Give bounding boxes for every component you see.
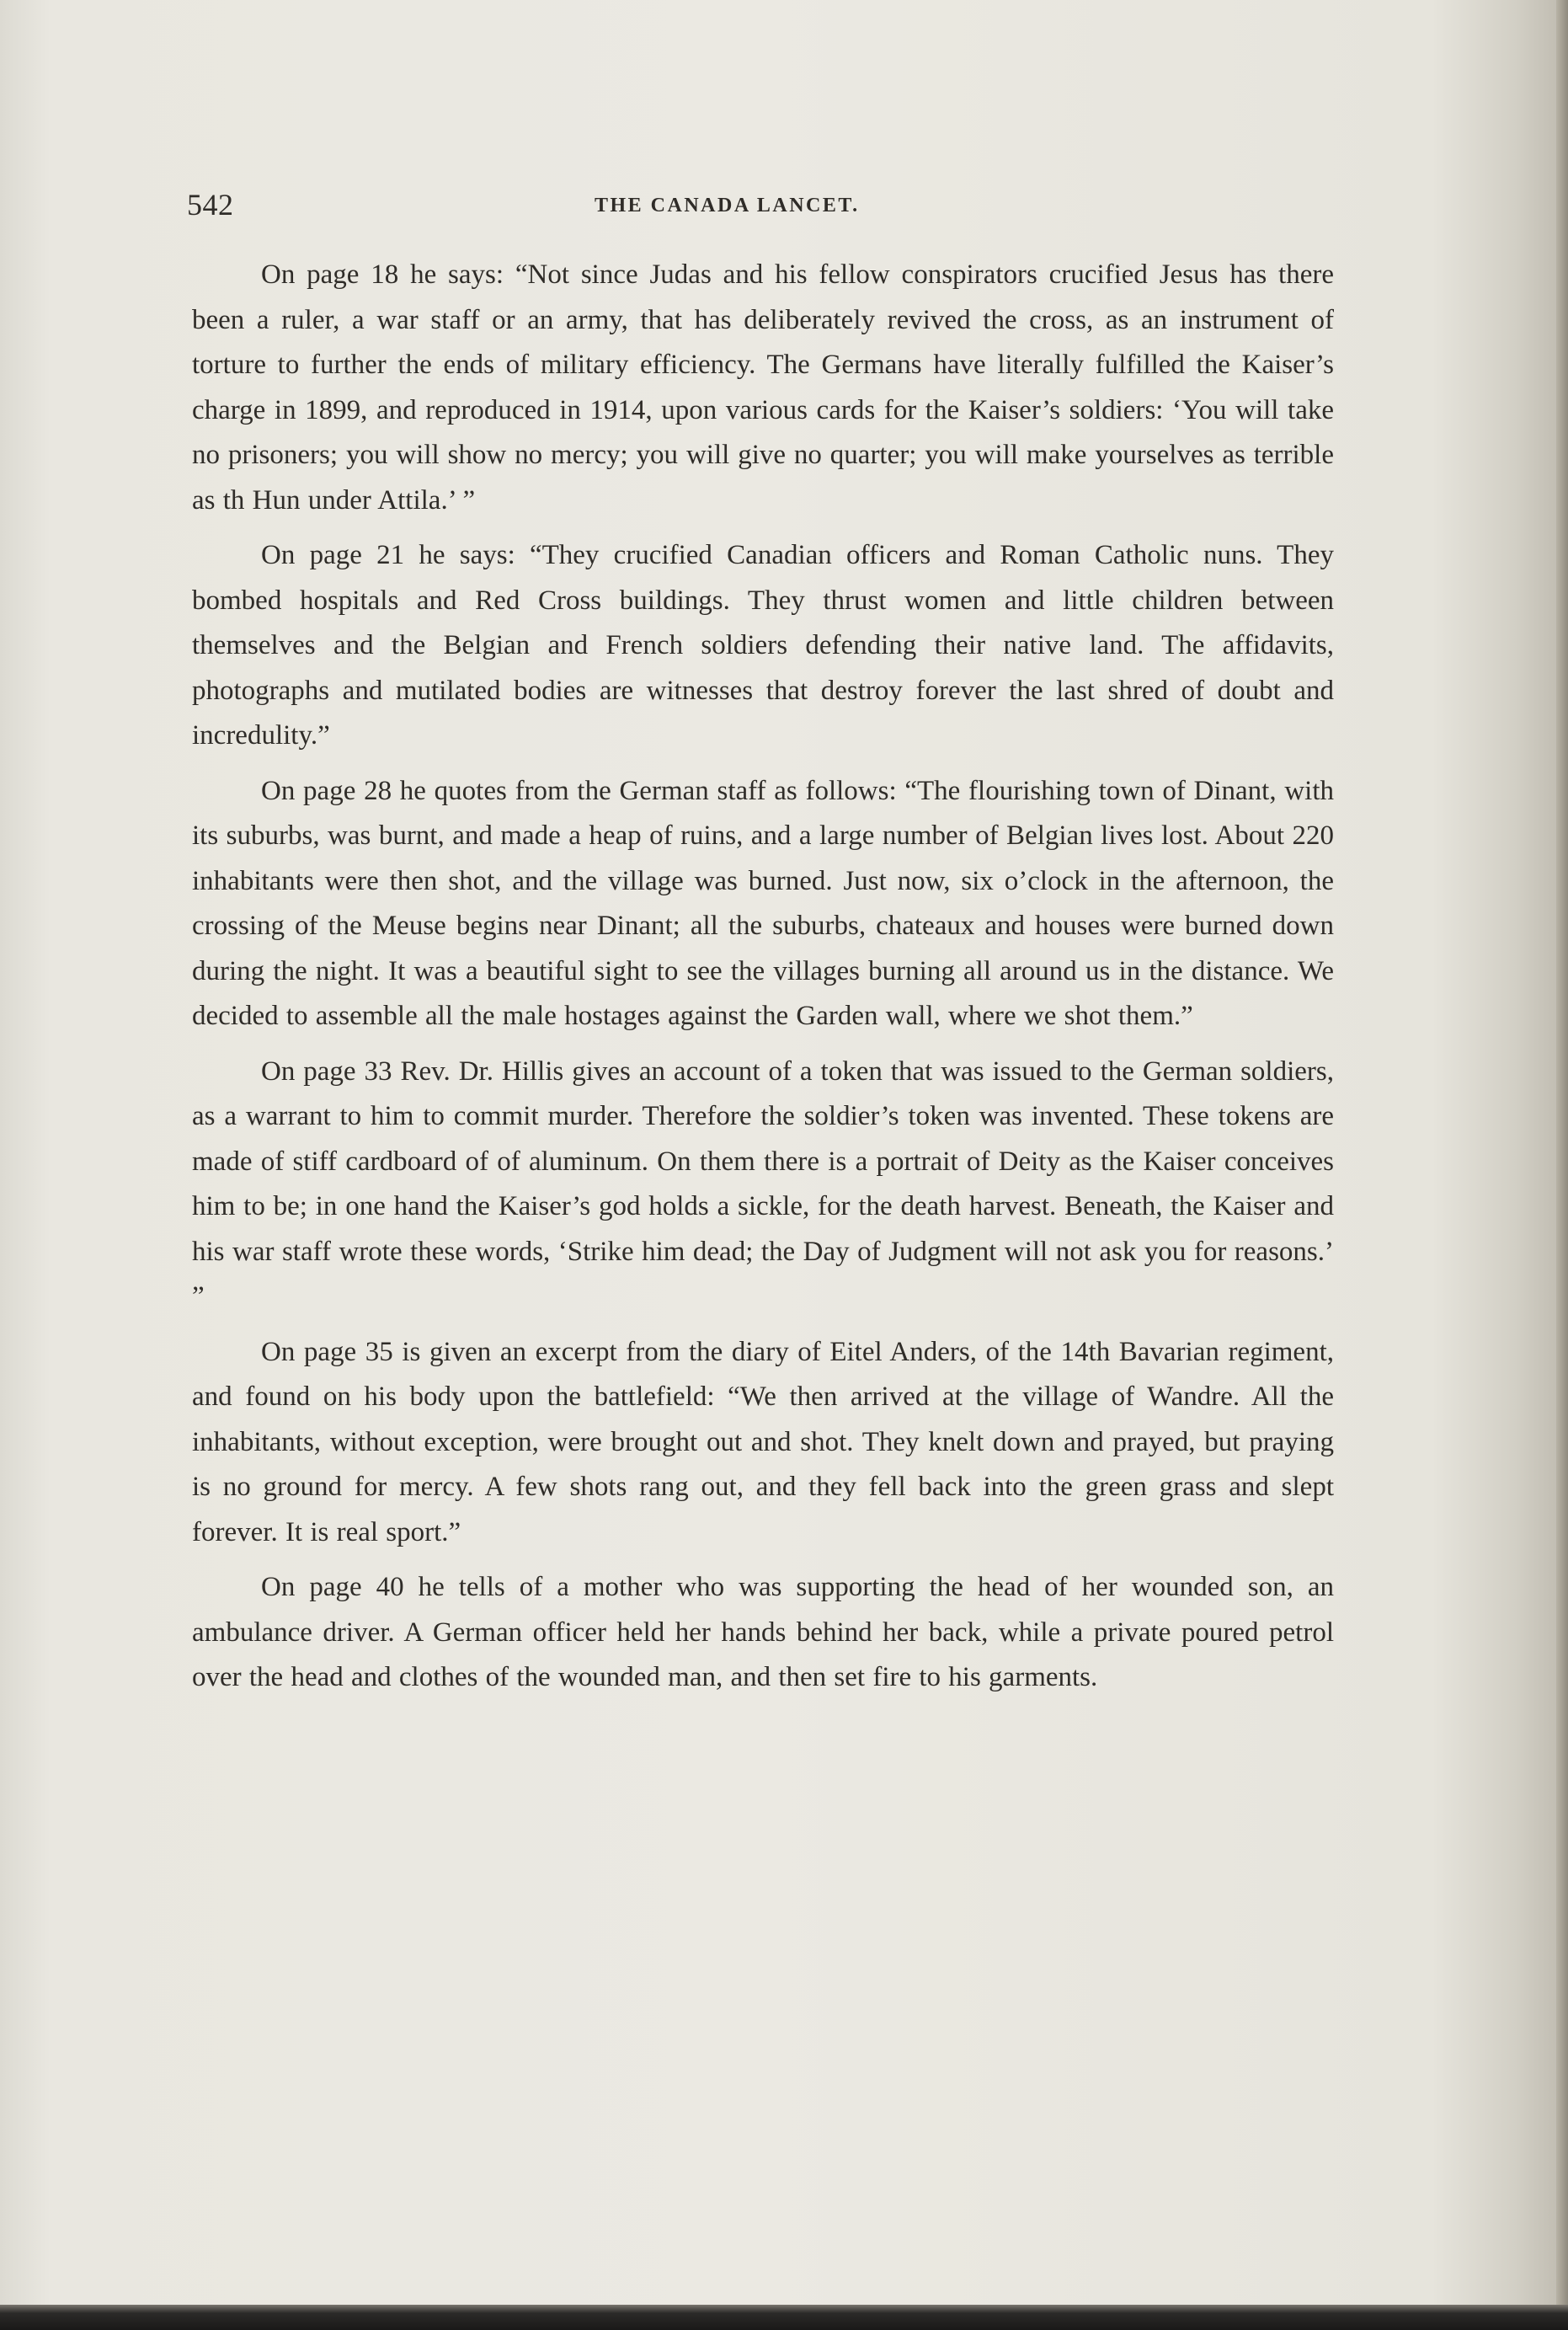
paragraph: On page 40 he tells of a mother who was supporting the head of her wounded son, an ambulance driver. A German officer held her hands behind her back, while a private poured petrol over the head and clothes of the wounded man, and then set fire to his garments.: [192, 1572, 1334, 1692]
page-header: [187, 184, 1339, 226]
paragraph: On page 35 is given an excerpt from the diary of Eitel Anders, of the 14th Bavarian regiment, and found on his body upon the battlefield: “We then arrived at the village of Wandre. All the inhabitants, without exception, were brought out and shot. They knelt down and prayed, but praying is no ground for mercy. A few shots rang out, and they fell back into the green grass and slept forever. It is real sport.”: [192, 1336, 1334, 1547]
page-number: 542: [187, 188, 234, 222]
paragraph: On page 28 he quotes from the German staff as follows: “The flourishing town of Dinant, with its suburbs, was burnt, and made a heap of ruins, and a large number of Belgian lives lost. About 220 inhabitants were then shot, and the village was burned. Just now, six o’clock in the afternoon, the crossing of the Meuse begins near Dinant; all the suburbs, chateaux and houses were burned down during the night. It was a beautiful sight to see the villages burning all around us in the distance. We decided to assemble all the male hostages against the Garden wall, where we shot them.”: [192, 775, 1334, 1031]
page-edge-shadow: [1556, 0, 1568, 2330]
paragraph: On page 18 he says: “Not since Judas and his fellow conspirators crucified Jesus has there been a ruler, a war staff or an army, that has deliberately revived the cross, as an instrument of torture to further the ends of military efficiency. The Germans have literally fulfilled the Kaiser’s charge in 1899, and reproduced in 1914, upon various cards for the Kaiser’s soldiers: ‘You will take no prisoners; you will show no mercy; you will give no quarter; you will make yourselves as terrible as th Hun under Attila.’ ”: [192, 259, 1334, 516]
scan-bottom-border: [0, 2305, 1568, 2330]
paragraph: On page 21 he says: “They crucified Canadian officers and Roman Catholic nuns. They bombed hospitals and Red Cross buildings. They thrust women and little children between themselves and the Belgian and French soldiers defending their native land. The affidavits, photographs and mutilated bodies are witnesses that destroy forever the last shred of doubt and incredulity.”: [192, 540, 1334, 751]
body-text: [192, 253, 1334, 1711]
running-head: THE CANADA LANCET.: [595, 195, 860, 216]
paragraph: On page 33 Rev. Dr. Hillis gives an account of a token that was issued to the German soldiers, as a warrant to him to commit murder. Therefore the soldier’s token was invented. These tokens are made of stiff cardboard of of aluminum. On them there is a portrait of Deity as the Kaiser conceives him to be; in one hand the Kaiser’s god holds a sickle, for the death harvest. Beneath, the Kaiser and his war staff wrote these words, ‘Strike him dead; the Day of Judgment will not ask you for reasons.’ ”: [192, 1055, 1334, 1312]
